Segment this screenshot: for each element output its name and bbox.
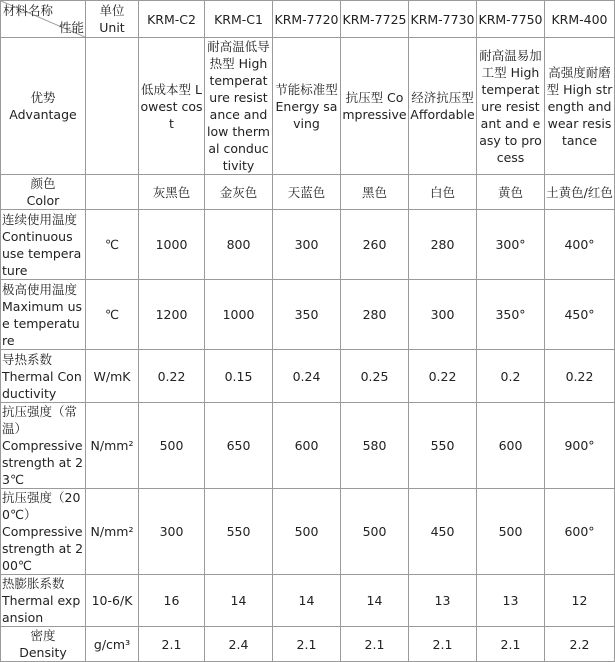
model-header-krm-400: KRM-400 <box>545 1 615 38</box>
value-cell: 1000 <box>139 210 205 280</box>
value-cell: 300 <box>139 489 205 575</box>
value-cell: 300 <box>409 280 477 350</box>
value-cell: 经济抗压型 Affordable <box>409 38 477 175</box>
model-header-krm-7730: KRM-7730 <box>409 1 477 38</box>
model-header-krm-7750: KRM-7750 <box>477 1 545 38</box>
unit-cell: ℃ <box>86 280 139 350</box>
value-cell: 500 <box>341 489 409 575</box>
value-cell: 650 <box>205 403 273 489</box>
value-cell: 280 <box>409 210 477 280</box>
unit-cell: N/mm² <box>86 403 139 489</box>
value-cell: 13 <box>477 575 545 627</box>
unit-cell: N/mm² <box>86 489 139 575</box>
property-en: Advantage <box>9 107 77 122</box>
table-row <box>1 175 615 210</box>
table-row <box>1 403 615 489</box>
property-en: Continuous use temperature <box>2 228 82 278</box>
value-cell: 350 <box>273 280 341 350</box>
value-cell: 600 <box>273 403 341 489</box>
value-cell: 2.4 <box>205 627 273 662</box>
value-cell: 580 <box>341 403 409 489</box>
model-header-krm-c2: KRM-C2 <box>139 1 205 38</box>
property-cell <box>1 350 86 403</box>
property-en: Compressive strength at 23℃ <box>2 438 84 487</box>
value-cell: 2.1 <box>409 627 477 662</box>
unit-cell <box>86 38 139 175</box>
unit-cell: ℃ <box>86 210 139 280</box>
property-cell <box>1 403 86 489</box>
table-row <box>1 575 615 627</box>
value-cell: 节能标准型 Energy saving <box>273 38 341 175</box>
value-cell: 土黄色/红色 <box>545 175 615 210</box>
value-cell: 天蓝色 <box>273 175 341 210</box>
value-cell: 2.1 <box>477 627 545 662</box>
value-cell: 260 <box>341 210 409 280</box>
model-header-krm-c1: KRM-C1 <box>205 1 273 38</box>
model-header-krm-7720: KRM-7720 <box>273 1 341 38</box>
property-en: Thermal expansion <box>2 593 81 625</box>
value-cell: 600° <box>545 489 615 575</box>
table-row <box>1 38 615 175</box>
property-en: Thermal Conductivity <box>2 368 82 401</box>
value-cell: 黑色 <box>341 175 409 210</box>
property-cn: 导热系数 <box>2 351 53 367</box>
value-cell: 白色 <box>409 175 477 210</box>
value-cell: 0.2 <box>477 350 545 403</box>
value-cell: 13 <box>409 575 477 627</box>
model-header-krm-7725: KRM-7725 <box>341 1 409 38</box>
unit-header-en: Unit <box>99 20 125 35</box>
value-cell: 0.25 <box>341 350 409 403</box>
value-cell: 900° <box>545 403 615 489</box>
value-cell: 2.1 <box>139 627 205 662</box>
value-cell: 灰黑色 <box>139 175 205 210</box>
property-cell <box>1 280 86 350</box>
property-en: Density <box>19 645 67 660</box>
property-cn: 优势 <box>30 90 56 105</box>
property-cn: 颜色 <box>30 176 56 191</box>
value-cell: 高强度耐磨型 High strength and wear resistance <box>545 38 615 175</box>
property-cn: 热膨胀系数 <box>2 576 65 591</box>
property-cn: 抗压强度（200℃） <box>2 490 81 522</box>
property-cn: 密度 <box>30 628 56 643</box>
value-cell: 1000 <box>205 280 273 350</box>
value-cell: 350° <box>477 280 545 350</box>
table-row <box>1 350 615 403</box>
value-cell: 2.1 <box>273 627 341 662</box>
property-cn: 抗压强度（常温） <box>2 404 78 436</box>
value-cell: 1200 <box>139 280 205 350</box>
unit-cell: 10-6/K <box>86 575 139 627</box>
value-cell: 0.24 <box>273 350 341 403</box>
value-cell: 14 <box>205 575 273 627</box>
property-cell <box>1 489 86 575</box>
value-cell: 14 <box>341 575 409 627</box>
value-cell: 耐高温易加工型 High temperature resistant and easy to process <box>477 38 545 175</box>
table-row <box>1 280 615 350</box>
corner-material-label: 材料名称 <box>3 3 54 18</box>
table-row <box>1 627 615 662</box>
value-cell: 550 <box>205 489 273 575</box>
property-cn: 极高使用温度 <box>2 281 78 297</box>
property-cell <box>1 575 86 627</box>
property-cell <box>1 210 86 280</box>
corner-header-cell <box>1 1 86 38</box>
value-cell: 0.22 <box>545 350 615 403</box>
value-cell: 16 <box>139 575 205 627</box>
property-en: Color <box>26 193 60 208</box>
value-cell: 450° <box>545 280 615 350</box>
property-en: Maximum use temperature <box>2 298 82 348</box>
value-cell: 300° <box>477 210 545 280</box>
value-cell: 2.2 <box>545 627 615 662</box>
unit-cell: W/mK <box>86 350 139 403</box>
value-cell: 0.15 <box>205 350 273 403</box>
value-cell: 金灰色 <box>205 175 273 210</box>
value-cell: 450 <box>409 489 477 575</box>
unit-cell: g/cm³ <box>86 627 139 662</box>
header-row <box>1 1 615 38</box>
property-cell <box>1 38 86 175</box>
value-cell: 280 <box>341 280 409 350</box>
value-cell: 600 <box>477 403 545 489</box>
table-row <box>1 489 615 575</box>
value-cell: 12 <box>545 575 615 627</box>
value-cell: 0.22 <box>139 350 205 403</box>
value-cell: 550 <box>409 403 477 489</box>
property-cell <box>1 627 86 662</box>
value-cell: 抗压型 Compressive <box>341 38 409 175</box>
value-cell: 14 <box>273 575 341 627</box>
value-cell: 400° <box>545 210 615 280</box>
value-cell: 低成本型 Lowest cost <box>139 38 205 175</box>
value-cell: 300 <box>273 210 341 280</box>
unit-cell <box>86 175 139 210</box>
unit-header-cell <box>86 1 139 38</box>
property-cn: 连续使用温度 <box>2 211 78 227</box>
property-en: Compressive strength at 200℃ <box>2 524 84 573</box>
value-cell: 2.1 <box>341 627 409 662</box>
table-row <box>1 210 615 280</box>
value-cell: 800 <box>205 210 273 280</box>
unit-header-cn: 单位 <box>99 3 125 18</box>
value-cell: 500 <box>139 403 205 489</box>
property-cell <box>1 175 86 210</box>
value-cell: 耐高温低导热型 High temperature resistance and low thermal conductivity <box>205 38 273 175</box>
value-cell: 500 <box>273 489 341 575</box>
value-cell: 500 <box>477 489 545 575</box>
value-cell: 黄色 <box>477 175 545 210</box>
corner-property-label: 性能 <box>59 20 85 35</box>
value-cell: 0.22 <box>409 350 477 403</box>
